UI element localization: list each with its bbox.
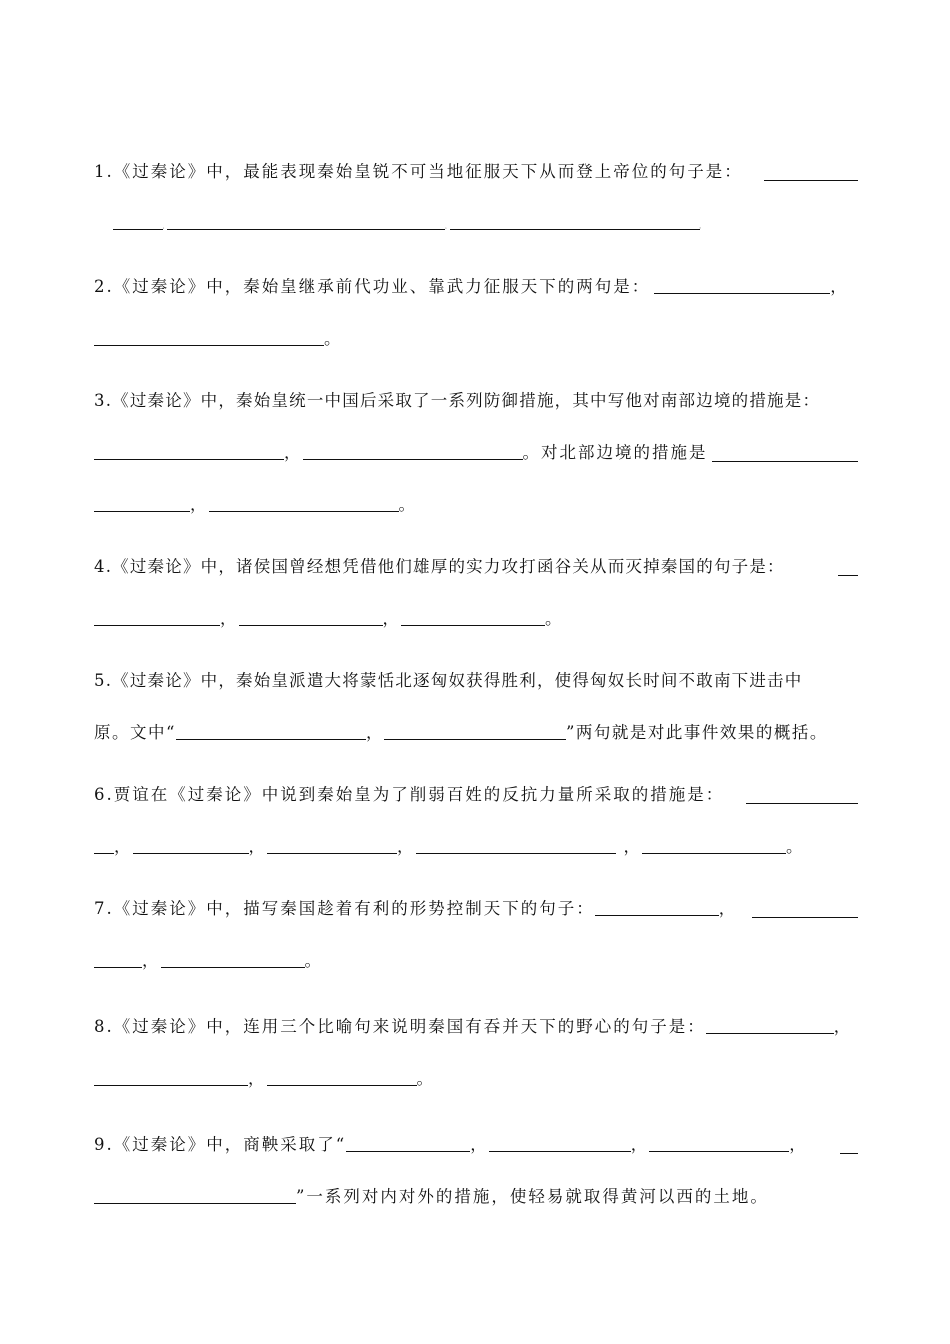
question-6-text: 贾谊在《过秦论》中说到秦始皇为了削弱百姓的反抗力量所采取的措施是： bbox=[113, 785, 725, 804]
question-5-text-2a: 原。文中“ bbox=[94, 723, 176, 742]
question-8-text: 《过秦论》中，连用三个比喻句来说明秦国有吞并天下的野心的句子是： bbox=[113, 1017, 706, 1036]
question-9-blank-4a[interactable] bbox=[840, 1131, 858, 1154]
question-5-text: 《过秦论》中，秦始皇派遣大将蒙恬北逐匈奴获得胜利，使得匈奴长时间不敢南下进击中 bbox=[112, 671, 803, 690]
question-6-blank-4[interactable] bbox=[416, 831, 616, 854]
separator: ， bbox=[284, 443, 303, 462]
separator: ， bbox=[190, 495, 209, 514]
separator: ， bbox=[365, 723, 384, 742]
question-7-number: 7. bbox=[94, 899, 114, 918]
question-3-line-1 bbox=[94, 384, 858, 418]
question-1-line-2 bbox=[113, 207, 877, 241]
question-7-blank-1[interactable] bbox=[595, 893, 719, 916]
question-9-number: 9. bbox=[94, 1135, 114, 1154]
question-7-blank-2b[interactable] bbox=[94, 945, 142, 968]
question-3-blank-2[interactable] bbox=[303, 437, 523, 460]
question-3-line-2 bbox=[94, 436, 858, 470]
separator: 。 bbox=[398, 495, 417, 514]
question-2-line-1 bbox=[94, 270, 858, 304]
question-4-blank-1b[interactable] bbox=[94, 603, 220, 626]
separator: 。 bbox=[786, 837, 805, 856]
question-3-mid-text: 。对北部边境的措施是 bbox=[522, 443, 708, 462]
question-3-line-3 bbox=[94, 488, 858, 522]
question-4-blank-3[interactable] bbox=[401, 603, 545, 626]
question-5-blank-1[interactable] bbox=[176, 717, 366, 740]
question-9-line-2 bbox=[94, 1180, 858, 1214]
separator: ， bbox=[445, 225, 450, 230]
question-4-line-1 bbox=[94, 550, 858, 584]
question-8-blank-2[interactable] bbox=[94, 1063, 248, 1086]
question-1-text: 《过秦论》中，最能表现秦始皇锐不可当地征服天下从而登上帝位的句子是： bbox=[113, 162, 743, 181]
question-4-blank-1a[interactable] bbox=[838, 553, 858, 576]
question-4-number: 4. bbox=[94, 557, 113, 576]
question-1-blank-3[interactable] bbox=[450, 207, 700, 230]
separator: ， bbox=[114, 837, 133, 856]
separator: ， bbox=[470, 1135, 489, 1154]
question-3-blank-1[interactable] bbox=[94, 437, 284, 460]
question-1-line-1 bbox=[94, 155, 858, 189]
question-9-text-2b: ”一系列对内对外的措施，使轻易就取得黄河以西的土地。 bbox=[296, 1187, 769, 1206]
question-6-blank-1b[interactable] bbox=[94, 831, 114, 854]
question-6-number: 6. bbox=[94, 785, 114, 804]
separator: ， bbox=[248, 837, 267, 856]
separator: ， bbox=[220, 609, 239, 628]
question-6-line-1 bbox=[94, 778, 858, 812]
question-2-blank-2[interactable] bbox=[94, 323, 324, 346]
separator: 。 bbox=[545, 609, 564, 628]
question-3-number: 3. bbox=[94, 391, 113, 410]
question-5-number: 5. bbox=[94, 671, 113, 690]
question-7-line-1 bbox=[94, 892, 858, 926]
separator: 。 bbox=[699, 225, 704, 230]
separator: ， bbox=[397, 837, 416, 856]
question-6-blank-5[interactable] bbox=[642, 831, 786, 854]
question-9-blank-2[interactable] bbox=[489, 1129, 631, 1152]
question-8-line-2 bbox=[94, 1062, 858, 1096]
question-4-text: 《过秦论》中，诸侯国曾经想凭借他们雄厚的实力攻打函谷关从而灭掉秦国的句子是： bbox=[112, 557, 785, 576]
question-6-blank-1a[interactable] bbox=[746, 781, 858, 804]
separator: 。 bbox=[304, 951, 323, 970]
question-9-blank-4b[interactable] bbox=[94, 1181, 296, 1204]
separator: ， bbox=[142, 951, 161, 970]
question-3-blank-3b[interactable] bbox=[94, 489, 190, 512]
question-9-blank-1[interactable] bbox=[346, 1129, 470, 1152]
question-2-text: 《过秦论》中，秦始皇继承前代功业、靠武力征服天下的两句是： bbox=[113, 277, 651, 296]
question-2-blank-1[interactable] bbox=[654, 271, 830, 294]
question-7-line-2 bbox=[94, 944, 858, 978]
separator: ， bbox=[248, 1069, 267, 1088]
separator: 。 bbox=[324, 329, 343, 348]
question-6-line-2 bbox=[94, 830, 858, 864]
separator: ， bbox=[623, 837, 642, 856]
question-5-text-2b: ”两句就是对此事件效果的概括。 bbox=[565, 723, 828, 742]
separator: ， bbox=[382, 609, 401, 628]
separator: ， bbox=[789, 1135, 808, 1154]
question-3-blank-3a[interactable] bbox=[712, 439, 858, 462]
question-8-blank-1[interactable] bbox=[706, 1011, 834, 1034]
question-1-blank-1a[interactable] bbox=[764, 158, 858, 181]
separator: 。 bbox=[416, 1069, 435, 1088]
question-1-number: 1. bbox=[94, 162, 114, 181]
separator: ， bbox=[718, 899, 738, 918]
separator: ， bbox=[833, 1017, 853, 1036]
question-5-blank-2[interactable] bbox=[384, 717, 566, 740]
question-8-number: 8. bbox=[94, 1017, 114, 1036]
question-8-line-1 bbox=[94, 1010, 858, 1044]
question-9-text: 《过秦论》中，商鞅采取了“ bbox=[113, 1135, 347, 1154]
question-1-blank-1b[interactable] bbox=[113, 207, 163, 230]
question-6-blank-3[interactable] bbox=[267, 831, 397, 854]
question-7-text: 《过秦论》中，描写秦国趁着有利的形势控制天下的句子： bbox=[113, 899, 595, 918]
question-4-line-2 bbox=[94, 602, 858, 636]
question-2-line-2 bbox=[94, 322, 858, 356]
question-5-line-2 bbox=[94, 716, 858, 750]
question-5-line-1 bbox=[94, 664, 858, 698]
separator: ， bbox=[830, 277, 849, 296]
question-8-blank-3[interactable] bbox=[267, 1063, 417, 1086]
question-9-line-1 bbox=[94, 1128, 858, 1162]
separator: ， bbox=[163, 225, 168, 230]
question-7-blank-3[interactable] bbox=[161, 945, 305, 968]
question-3-blank-4[interactable] bbox=[209, 489, 399, 512]
question-3-text: 《过秦论》中，秦始皇统一中国后采取了一系列防御措施，其中写他对南部边境的措施是： bbox=[112, 391, 821, 410]
question-1-blank-2[interactable] bbox=[167, 207, 445, 230]
question-6-blank-2[interactable] bbox=[133, 831, 249, 854]
question-7-blank-2a[interactable] bbox=[752, 895, 858, 918]
separator: ， bbox=[630, 1135, 650, 1154]
question-2-number: 2. bbox=[94, 277, 114, 296]
question-4-blank-2[interactable] bbox=[239, 603, 383, 626]
question-9-blank-3[interactable] bbox=[649, 1129, 789, 1152]
